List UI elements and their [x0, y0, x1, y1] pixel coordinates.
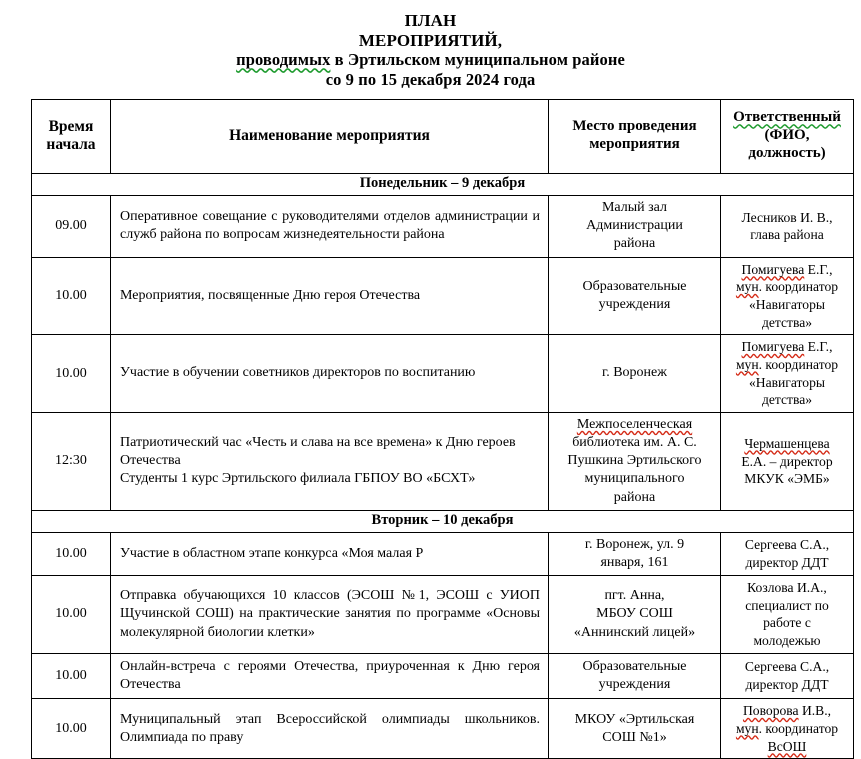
header-place-line2: мероприятия	[589, 136, 680, 152]
cell-event-name: Отправка обучающихся 10 классов (ЭСОШ №1, ЭСОШ с УИОП Щучинской СОШ) на практические занятия по программе «Основы молекулярной биологии клетки»	[111, 576, 549, 654]
responsible-line: Поворова И.В.,	[742, 703, 832, 719]
place-line	[553, 416, 716, 434]
responsible-line: МКУК «ЭМБ»	[744, 471, 830, 487]
day-label: Понедельник – 9 декабря	[32, 174, 854, 196]
cell-time: 09.00	[32, 195, 111, 257]
responsible-line: Лесников И. В.,	[741, 209, 833, 225]
cell-time: 10.00	[32, 532, 111, 575]
misspelled-word: Чермашенцева	[744, 435, 830, 451]
responsible-line: Помигуева Е.Г.,	[741, 339, 833, 355]
responsible-line: «Навигаторы	[748, 374, 826, 390]
place-line: Образовательные	[582, 278, 687, 294]
place-line: учреждения	[598, 296, 671, 312]
place-line: МКОУ «Эртильская	[574, 711, 695, 727]
responsible-line: Помигуева Е.Г.,	[741, 261, 833, 277]
title-line-3-rest: в Эртильском муниципальном районе	[330, 50, 625, 70]
header-responsible	[721, 100, 854, 174]
title-line-1: ПЛАН	[404, 11, 457, 30]
misspelled-word: ВсОШ	[767, 738, 807, 754]
table-body	[32, 174, 854, 759]
cell-event-name: Мероприятия, посвященные Дню героя Отечества	[111, 257, 549, 335]
misspelled-word: мун	[735, 279, 759, 295]
table-row	[32, 532, 854, 575]
event-name-line: Патриотический час «Честь и слава на все времена» к Дню героев Отечества	[120, 435, 516, 469]
place-line: г. Воронеж, ул. 9	[584, 536, 685, 552]
misspelled-word: мун	[735, 356, 759, 372]
misspelled-word: Помигуева	[741, 261, 805, 277]
event-name-line: Студенты 1 курс Эртильского филиала ГБПОУ ВО «БСХТ»	[120, 471, 476, 487]
header-time	[32, 100, 111, 174]
header-place	[549, 100, 721, 174]
cell-responsible	[721, 532, 854, 575]
cell-place	[549, 195, 721, 257]
place-line: г. Воронеж	[602, 365, 667, 381]
cell-place	[549, 653, 721, 698]
cell-time: 10.00	[32, 653, 111, 698]
header-responsible-line3: должность)	[748, 144, 826, 161]
cell-event-name	[111, 412, 549, 510]
place-line: «Аннинский лицей»	[573, 624, 696, 640]
responsible-line: детства»	[761, 314, 813, 330]
place-line: Администрации	[586, 218, 683, 234]
title-misspelled-word: проводимых	[236, 50, 331, 70]
cell-event-name: Муниципальный этап Всероссийской олимпиады школьников. Олимпиада по праву	[111, 699, 549, 759]
cell-place	[549, 412, 721, 510]
misspelled-word: мун	[735, 720, 759, 736]
responsible-line: мун. координатор	[735, 720, 839, 736]
responsible-line: Сергеева С.А.,	[744, 659, 830, 675]
table-row	[32, 412, 854, 510]
cell-place	[549, 532, 721, 575]
responsible-line: Сергеева С.А.,	[744, 537, 830, 553]
responsible-line: работе с	[763, 615, 811, 631]
table-row	[32, 195, 854, 257]
header-place-line1: Место проведения	[572, 118, 697, 135]
day-label: Вторник – 10 декабря	[32, 510, 854, 532]
cell-place	[549, 576, 721, 654]
cell-responsible	[721, 195, 854, 257]
cell-place	[549, 257, 721, 335]
cell-responsible	[721, 576, 854, 654]
cell-time: 10.00	[32, 699, 111, 759]
cell-event-name: Оперативное совещание с руководителями отделов администрации и служб района по вопросам жизнедеятельности района	[111, 195, 549, 257]
header-responsible-line1: Ответственный	[733, 109, 841, 126]
cell-responsible	[721, 257, 854, 335]
day-separator-row	[32, 510, 854, 532]
cell-time: 10.00	[32, 576, 111, 654]
header-name: Наименование мероприятия	[111, 100, 549, 174]
misspelled-word: Помигуева	[741, 339, 805, 355]
place-line: СОШ №1»	[602, 729, 667, 745]
header-responsible-line2: (ФИО,	[764, 127, 810, 144]
place-line: Пушкина Эртильского	[567, 453, 702, 469]
table-row	[32, 576, 854, 654]
cell-place	[549, 335, 721, 413]
table-row	[32, 335, 854, 413]
place-line: учреждения	[598, 677, 671, 692]
cell-event-name: Онлайн-встреча с героями Отечества, приуроченная к Дню героя Отечества	[111, 653, 549, 698]
table-header	[32, 100, 854, 174]
responsible-line: мун. координатор	[735, 279, 839, 295]
cell-responsible	[721, 412, 854, 510]
plan-table	[31, 99, 854, 759]
header-row	[32, 100, 854, 174]
cell-event-name: Участие в областном этапе конкурса «Моя малая Р	[111, 532, 549, 575]
day-separator-row	[32, 174, 854, 196]
place-line: Малый зал	[601, 199, 668, 215]
misspelled-word: Межпоселенческая	[576, 416, 693, 432]
responsible-line: директор ДДТ	[745, 554, 829, 570]
place-line: района	[613, 489, 656, 505]
cell-responsible	[721, 653, 854, 698]
responsible-line: Е.А. – директор	[741, 453, 833, 469]
responsible-line	[725, 738, 849, 756]
table-row	[32, 257, 854, 335]
place-line: библиотека им. А. С.	[572, 435, 697, 451]
header-time-line1: Время	[48, 117, 94, 135]
header-time-line2: начала	[46, 136, 96, 153]
title-line-4: со 9 по 15 декабря 2024 года	[325, 69, 536, 89]
responsible-line: «Навигаторы	[748, 296, 826, 312]
title-line-2: МЕРОПРИЯТИЙ,	[358, 30, 503, 50]
cell-event-name: Участие в обучении советников директоров по воспитанию	[111, 335, 549, 413]
plan-table-wrapper	[31, 99, 853, 759]
responsible-line: Козлова И.А.,	[747, 580, 827, 596]
table-row	[32, 699, 854, 759]
table-row	[32, 653, 854, 698]
cell-place	[549, 699, 721, 759]
place-line: муниципального	[584, 471, 685, 487]
cell-responsible	[721, 335, 854, 413]
cell-responsible	[721, 699, 854, 759]
place-line: МБОУ СОШ	[596, 606, 673, 622]
place-line: района	[613, 236, 656, 252]
title-line-3	[0, 50, 861, 69]
cell-time: 10.00	[32, 335, 111, 413]
document-title-block	[0, 0, 861, 89]
responsible-line: специалист по	[745, 597, 829, 613]
responsible-line	[725, 435, 849, 453]
responsible-line: молодежью	[753, 633, 821, 649]
responsible-line: директор ДДТ	[745, 677, 829, 692]
place-line: Образовательные	[582, 658, 687, 674]
misspelled-word: Поворова	[742, 703, 799, 719]
cell-time: 10.00	[32, 257, 111, 335]
cell-time: 12:30	[32, 412, 111, 510]
responsible-line: глава района	[750, 227, 824, 243]
responsible-line: мун. координатор	[735, 356, 839, 372]
responsible-line: детства»	[761, 392, 813, 408]
place-line: пгт. Анна,	[604, 588, 665, 604]
place-line: января, 161	[600, 554, 669, 570]
